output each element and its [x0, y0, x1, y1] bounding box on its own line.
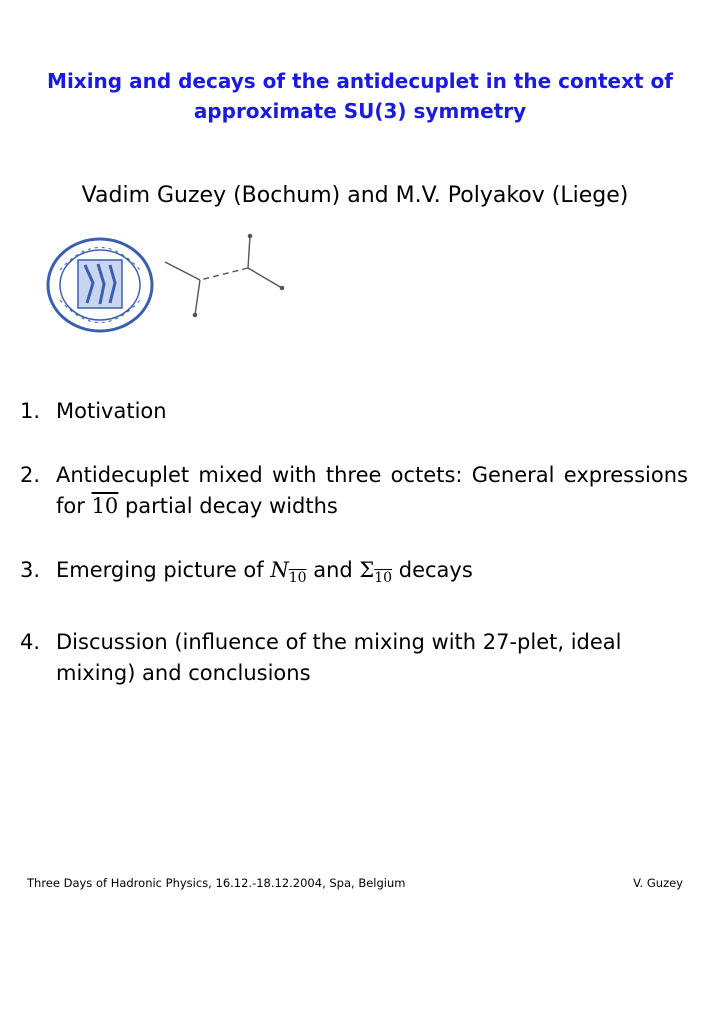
footer-conference: Three Days of Hadronic Physics, 16.12.-18.12.2004, Spa, Belgium: [27, 876, 406, 890]
logo-area: [40, 230, 300, 350]
item-number: 4.: [20, 630, 41, 654]
item-number: 2.: [20, 463, 41, 487]
item-number: 3.: [20, 558, 41, 582]
authors: Vadim Guzey (Bochum) and M.V. Polyakov (Liege): [81, 183, 629, 208]
item-text: Antidecuplet mixed with three octets: General expressions for 10 partial decay widths: [56, 463, 688, 518]
item-number: 1.: [20, 399, 41, 423]
antidecuplet-diagram-icon: [165, 234, 284, 316]
title-line-1: Mixing and decays of the antidecuplet in the context of: [47, 69, 673, 93]
sigma-symbol: Σ: [359, 558, 375, 582]
antidecuplet-symbol: 10: [91, 494, 119, 518]
nucleon-symbol: N: [270, 558, 289, 582]
slide-title: [0, 66, 720, 126]
university-seal-icon: [48, 239, 152, 331]
footer-author: V. Guzey: [633, 876, 683, 890]
list-item: [20, 555, 688, 594]
title-line-2: approximate SU(3) symmetry: [193, 99, 527, 123]
list-item: [20, 396, 688, 427]
outline-list: [20, 396, 688, 722]
item-text: Emerging picture of $N_{10}$ and $\Sigma_{10}$ decays: [56, 558, 473, 586]
list-item: [20, 627, 688, 689]
list-item: [20, 460, 688, 522]
item-text: Discussion (influence of the mixing with 27-plet, ideal mixing) and conclusions: [56, 630, 622, 685]
item-text: Motivation: [56, 399, 167, 423]
